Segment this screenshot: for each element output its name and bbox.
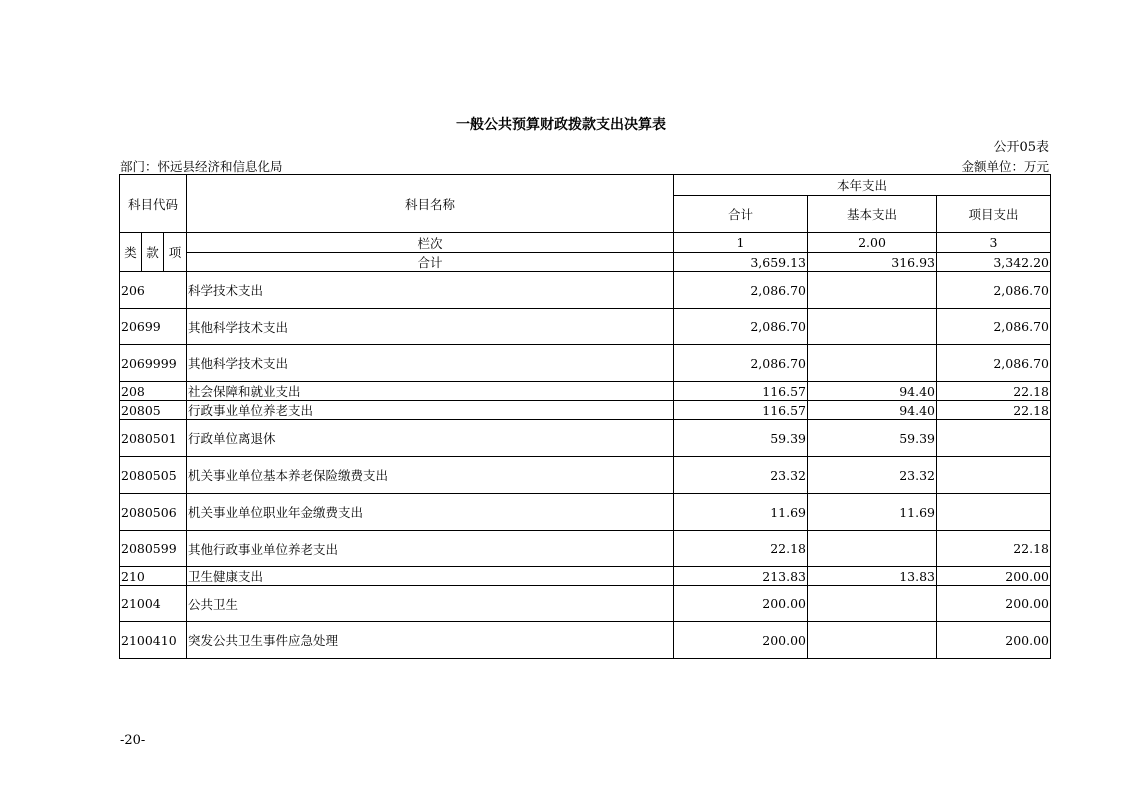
- row-project: 2,086.70: [937, 345, 1051, 382]
- table-row: [120, 345, 1051, 382]
- header-basic: 基本支出: [808, 196, 937, 233]
- row-name: 社会保障和就业支出: [187, 382, 674, 401]
- department-label: 部门：怀远县经济和信息化局: [120, 159, 283, 174]
- row-project: 22.18: [937, 382, 1051, 401]
- row-total: 116.57: [674, 382, 808, 401]
- expenditure-table: [119, 174, 1051, 659]
- row-basic: 11.69: [808, 494, 937, 531]
- row-basic: [808, 622, 937, 659]
- header-current-year: 本年支出: [674, 175, 1051, 196]
- row-basic: 94.40: [808, 401, 937, 420]
- header-subject-name: 科目名称: [187, 175, 674, 233]
- row-name: 行政单位离退休: [187, 420, 674, 457]
- row-project: 22.18: [937, 531, 1051, 567]
- table-row: [120, 494, 1051, 531]
- header-xiang: 项: [164, 233, 187, 272]
- table-row: [120, 382, 1051, 401]
- row-total: 11.69: [674, 494, 808, 531]
- form-number: 公开05表: [993, 140, 1049, 155]
- header-col-1: 1: [674, 233, 808, 253]
- sum-total: 3,659.13: [674, 253, 808, 272]
- row-name: 其他科学技术支出: [187, 345, 674, 382]
- row-name: 其他科学技术支出: [187, 309, 674, 345]
- row-project: 200.00: [937, 567, 1051, 586]
- row-code: 2100410: [120, 622, 187, 659]
- table-row: [120, 567, 1051, 586]
- page-number: -20-: [120, 733, 146, 748]
- row-basic: [808, 272, 937, 309]
- row-name: 其他行政事业单位养老支出: [187, 531, 674, 567]
- row-total: 2,086.70: [674, 272, 808, 309]
- row-code: 208: [120, 382, 187, 401]
- row-total: 2,086.70: [674, 309, 808, 345]
- row-basic: 59.39: [808, 420, 937, 457]
- row-code: 206: [120, 272, 187, 309]
- row-total: 200.00: [674, 622, 808, 659]
- row-name: 公共卫生: [187, 586, 674, 622]
- header-kuan: 款: [142, 233, 164, 272]
- row-code: 2080501: [120, 420, 187, 457]
- row-code: 2069999: [120, 345, 187, 382]
- row-basic: [808, 309, 937, 345]
- row-name: 行政事业单位养老支出: [187, 401, 674, 420]
- row-code: 20805: [120, 401, 187, 420]
- header-col-label: 栏次: [187, 233, 674, 253]
- row-name: 卫生健康支出: [187, 567, 674, 586]
- row-total: 2,086.70: [674, 345, 808, 382]
- header-total: 合计: [674, 196, 808, 233]
- header-project: 项目支出: [937, 196, 1051, 233]
- row-code: 2080599: [120, 531, 187, 567]
- table-row: [120, 272, 1051, 309]
- row-basic: [808, 586, 937, 622]
- row-total: 22.18: [674, 531, 808, 567]
- row-project: [937, 457, 1051, 494]
- row-name: 科学技术支出: [187, 272, 674, 309]
- header-lei: 类: [120, 233, 142, 272]
- row-project: 200.00: [937, 586, 1051, 622]
- table-row: [120, 401, 1051, 420]
- table-row: [120, 531, 1051, 567]
- header-row-1: [120, 175, 1051, 196]
- row-basic: 13.83: [808, 567, 937, 586]
- table-title: 一般公共预算财政拨款支出决算表: [456, 117, 666, 133]
- unit-label: 金额单位：万元: [961, 159, 1049, 174]
- row-name: 机关事业单位职业年金缴费支出: [187, 494, 674, 531]
- row-project: 2,086.70: [937, 309, 1051, 345]
- row-project: 200.00: [937, 622, 1051, 659]
- row-name: 突发公共卫生事件应急处理: [187, 622, 674, 659]
- row-total: 59.39: [674, 420, 808, 457]
- row-basic: [808, 345, 937, 382]
- row-total: 23.32: [674, 457, 808, 494]
- row-code: 21004: [120, 586, 187, 622]
- table-row: [120, 457, 1051, 494]
- row-basic: 23.32: [808, 457, 937, 494]
- row-code: 210: [120, 567, 187, 586]
- row-name: 机关事业单位基本养老保险缴费支出: [187, 457, 674, 494]
- row-total: 200.00: [674, 586, 808, 622]
- row-project: [937, 420, 1051, 457]
- table-row: [120, 622, 1051, 659]
- row-code: 2080505: [120, 457, 187, 494]
- sum-row: [120, 253, 1051, 272]
- table-row: [120, 586, 1051, 622]
- header-col-3: 3: [937, 233, 1051, 253]
- row-code: 20699: [120, 309, 187, 345]
- header-subject-code: 科目代码: [120, 175, 187, 233]
- header-row-3: [120, 233, 1051, 253]
- row-code: 2080506: [120, 494, 187, 531]
- sum-basic: 316.93: [808, 253, 937, 272]
- row-basic: 94.40: [808, 382, 937, 401]
- row-project: [937, 494, 1051, 531]
- table-row: [120, 420, 1051, 457]
- row-basic: [808, 531, 937, 567]
- row-project: 2,086.70: [937, 272, 1051, 309]
- header-col-2: 2.00: [808, 233, 937, 253]
- row-total: 116.57: [674, 401, 808, 420]
- row-total: 213.83: [674, 567, 808, 586]
- table-row: [120, 309, 1051, 345]
- sum-label: 合计: [187, 253, 674, 272]
- row-project: 22.18: [937, 401, 1051, 420]
- sum-project: 3,342.20: [937, 253, 1051, 272]
